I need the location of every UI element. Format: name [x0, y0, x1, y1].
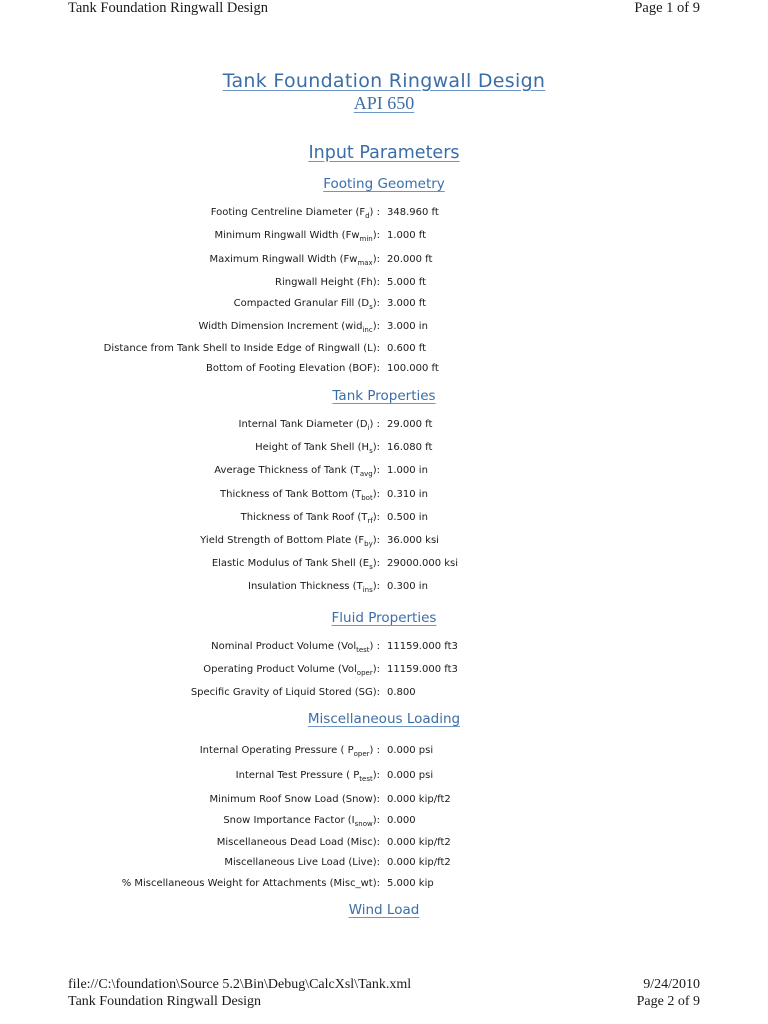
parameter-row — [0, 579, 768, 595]
parameter-row — [0, 533, 768, 549]
tank-properties-heading[interactable]: Tank Properties — [332, 388, 436, 404]
label-suffix: ): — [372, 512, 380, 523]
parameter-row — [0, 768, 768, 784]
parameter-value: 0.500 in — [387, 512, 428, 523]
label-suffix: ): — [372, 581, 380, 592]
label-suffix: ) : — [369, 641, 380, 652]
parameter-value: 20.000 ft — [387, 254, 433, 265]
label-suffix: ): — [372, 535, 380, 546]
parameter-label — [214, 228, 380, 244]
label-text: Snow Importance Factor (I — [223, 815, 355, 826]
label-suffix: ): — [372, 558, 380, 569]
parameter-label — [223, 813, 380, 829]
label-text: Compacted Granular Fill (D — [233, 298, 370, 309]
header-title: Tank Foundation Ringwall Design — [68, 0, 268, 16]
parameter-label — [212, 556, 380, 572]
parameter-row — [0, 341, 768, 357]
label-text: Minimum Roof Snow Load (Snow): — [209, 794, 380, 805]
input-parameters-heading[interactable]: Input Parameters — [308, 143, 460, 163]
document-title[interactable]: Tank Foundation Ringwall Design — [222, 70, 546, 92]
parameter-value: 0.600 ft — [387, 343, 427, 354]
parameter-label — [224, 855, 380, 871]
label-suffix: ) : — [369, 207, 380, 218]
parameter-value: 348.960 ft — [387, 207, 439, 218]
parameter-row — [0, 792, 768, 808]
parameter-row — [0, 417, 768, 433]
label-suffix: ): — [372, 465, 380, 476]
label-text: Specific Gravity of Liquid Stored (SG): — [190, 687, 380, 698]
parameter-row — [0, 685, 768, 701]
parameter-label — [199, 319, 380, 335]
misc-loading-heading[interactable]: Miscellaneous Loading — [307, 711, 461, 727]
label-subscript: inc — [362, 326, 373, 334]
footing-geometry-heading-wrap — [0, 176, 768, 192]
label-text: Bottom of Footing Elevation (BOF): — [206, 363, 380, 374]
label-text: Ringwall Height (Fh): — [275, 277, 380, 288]
parameter-value: 1.000 ft — [387, 230, 427, 241]
label-text: Insulation Thickness (T — [248, 581, 363, 592]
parameter-label — [255, 440, 380, 456]
parameter-value: 29.000 ft — [387, 419, 433, 430]
fluid-properties-heading-wrap — [0, 610, 768, 626]
label-text: Maximum Ringwall Width (Fw — [209, 254, 358, 265]
parameter-label — [191, 685, 380, 701]
footer-file-path: file://C:\foundation\Source 5.2\Bin\Debug\CalcXsl\Tank.xml — [68, 977, 412, 992]
label-text: Yield Strength of Bottom Plate (F — [200, 535, 365, 546]
footing-geometry-heading[interactable]: Footing Geometry — [323, 176, 445, 192]
parameter-row — [0, 662, 768, 678]
label-text: Distance from Tank Shell to Inside Edge of Ringwall (L): — [103, 343, 380, 354]
parameter-row — [0, 556, 768, 572]
parameter-value: 0.310 in — [387, 489, 428, 500]
parameter-row — [0, 639, 768, 655]
wind-load-heading[interactable]: Wind Load — [348, 902, 420, 918]
label-text: Thickness of Tank Bottom (T — [220, 489, 362, 500]
label-suffix: ): — [372, 230, 380, 241]
parameter-value: 3.000 ft — [387, 298, 427, 309]
parameter-label — [209, 252, 380, 268]
label-subscript: i — [367, 424, 370, 432]
parameter-label — [211, 205, 380, 221]
parameter-row — [0, 876, 768, 892]
parameter-label — [104, 341, 380, 357]
parameter-row — [0, 205, 768, 221]
label-suffix: ): — [372, 770, 380, 781]
label-subscript: oper — [356, 669, 373, 677]
label-subscript: bot — [361, 494, 373, 502]
document-title-block — [0, 70, 768, 114]
parameter-value: 5.000 kip — [387, 878, 434, 889]
parameter-value: 0.800 — [387, 687, 416, 698]
parameter-label — [241, 510, 380, 526]
parameter-value: 100.000 ft — [387, 363, 439, 374]
label-text: Miscellaneous Dead Load (Misc): — [216, 837, 380, 848]
parameter-row — [0, 319, 768, 335]
parameter-value: 0.000 psi — [387, 745, 434, 756]
label-text: Internal Tank Diameter (D — [238, 419, 368, 430]
misc-loading-heading-wrap — [0, 711, 768, 727]
label-suffix: ): — [372, 298, 380, 309]
parameter-row — [0, 440, 768, 456]
parameter-row — [0, 252, 768, 268]
label-subscript: min — [359, 235, 373, 243]
parameter-value: 5.000 ft — [387, 277, 427, 288]
label-subscript: max — [357, 259, 373, 267]
footer-page-number: Page 2 of 9 — [636, 994, 700, 1009]
parameter-value: 0.000 kip/ft2 — [387, 837, 451, 848]
parameter-value: 3.000 in — [387, 321, 428, 332]
label-suffix: ): — [372, 442, 380, 453]
parameter-label — [236, 768, 380, 784]
parameter-label — [206, 361, 380, 377]
fluid-properties-heading[interactable]: Fluid Properties — [331, 610, 437, 626]
parameter-value: 16.080 ft — [387, 442, 433, 453]
parameter-label — [248, 579, 380, 595]
label-text: Nominal Product Volume (Vol — [211, 641, 357, 652]
parameter-label — [203, 662, 380, 678]
parameter-value: 1.000 in — [387, 465, 428, 476]
label-text: Average Thickness of Tank (T — [214, 465, 360, 476]
label-subscript: test — [356, 646, 370, 654]
label-text: Thickness of Tank Roof (T — [240, 512, 368, 523]
label-subscript: d — [365, 212, 370, 220]
parameter-label — [214, 463, 380, 479]
parameter-row — [0, 487, 768, 503]
label-suffix: ): — [372, 254, 380, 265]
parameter-row — [0, 361, 768, 377]
parameter-value: 0.000 — [387, 815, 416, 826]
wind-load-heading-wrap — [0, 902, 768, 918]
parameter-label — [220, 487, 380, 503]
label-subscript: ins — [362, 586, 373, 594]
footer-date: 9/24/2010 — [643, 977, 700, 992]
label-text: % Miscellaneous Weight for Attachments (Misc_wt): — [121, 878, 380, 889]
label-subscript: avg — [359, 470, 373, 478]
label-text: Operating Product Volume (Vol — [203, 664, 357, 675]
parameter-row — [0, 743, 768, 759]
label-text: Height of Tank Shell (H — [255, 442, 370, 453]
document-subtitle[interactable]: API 650 — [353, 93, 415, 113]
parameter-row — [0, 855, 768, 871]
label-subscript: s — [369, 303, 373, 311]
parameter-label — [275, 275, 380, 291]
parameter-row — [0, 228, 768, 244]
label-subscript: rf — [367, 517, 373, 525]
header-page-number: Page 1 of 9 — [634, 0, 700, 16]
label-text: Minimum Ringwall Width (Fw — [214, 230, 360, 241]
label-suffix: ): — [372, 321, 380, 332]
label-suffix: ): — [372, 815, 380, 826]
label-subscript: s — [369, 447, 373, 455]
parameter-value: 29000.000 ksi — [387, 558, 459, 569]
label-subscript: s — [369, 563, 373, 571]
parameter-row — [0, 813, 768, 829]
tank-properties-heading-wrap — [0, 388, 768, 404]
parameter-row — [0, 463, 768, 479]
parameter-value: 0.000 kip/ft2 — [387, 857, 451, 868]
label-text: Elastic Modulus of Tank Shell (E — [211, 558, 370, 569]
label-text: Footing Centreline Diameter (F — [210, 207, 366, 218]
label-text: Width Dimension Increment (wid — [198, 321, 363, 332]
label-suffix: ): — [372, 664, 380, 675]
label-text: Internal Operating Pressure ( P — [199, 745, 354, 756]
parameter-label — [239, 417, 380, 433]
label-subscript: by — [364, 540, 373, 548]
parameter-label — [210, 792, 380, 808]
parameter-row — [0, 510, 768, 526]
label-suffix: ): — [372, 489, 380, 500]
parameter-row — [0, 835, 768, 851]
parameter-value: 11159.000 ft3 — [387, 641, 458, 652]
parameter-label — [200, 533, 380, 549]
label-suffix: ) : — [369, 419, 380, 430]
label-text: Internal Test Pressure ( P — [235, 770, 360, 781]
label-subscript: snow — [354, 820, 373, 828]
parameter-label — [200, 743, 380, 759]
parameter-label — [122, 876, 380, 892]
parameter-row — [0, 296, 768, 312]
parameter-value: 11159.000 ft3 — [387, 664, 458, 675]
label-text: Miscellaneous Live Load (Live): — [224, 857, 380, 868]
parameter-label — [217, 835, 380, 851]
parameter-value: 0.300 in — [387, 581, 428, 592]
parameter-value: 0.000 psi — [387, 770, 434, 781]
label-subscript: oper — [353, 750, 370, 758]
parameter-value: 0.000 kip/ft2 — [387, 794, 451, 805]
footer-title: Tank Foundation Ringwall Design — [68, 994, 262, 1009]
parameter-label — [234, 296, 380, 312]
parameter-row — [0, 275, 768, 291]
input-parameters-heading-wrap — [0, 143, 768, 163]
parameter-value: 36.000 ksi — [387, 535, 439, 546]
parameter-label — [211, 639, 380, 655]
label-subscript: test — [359, 775, 373, 783]
label-suffix: ) : — [369, 745, 380, 756]
